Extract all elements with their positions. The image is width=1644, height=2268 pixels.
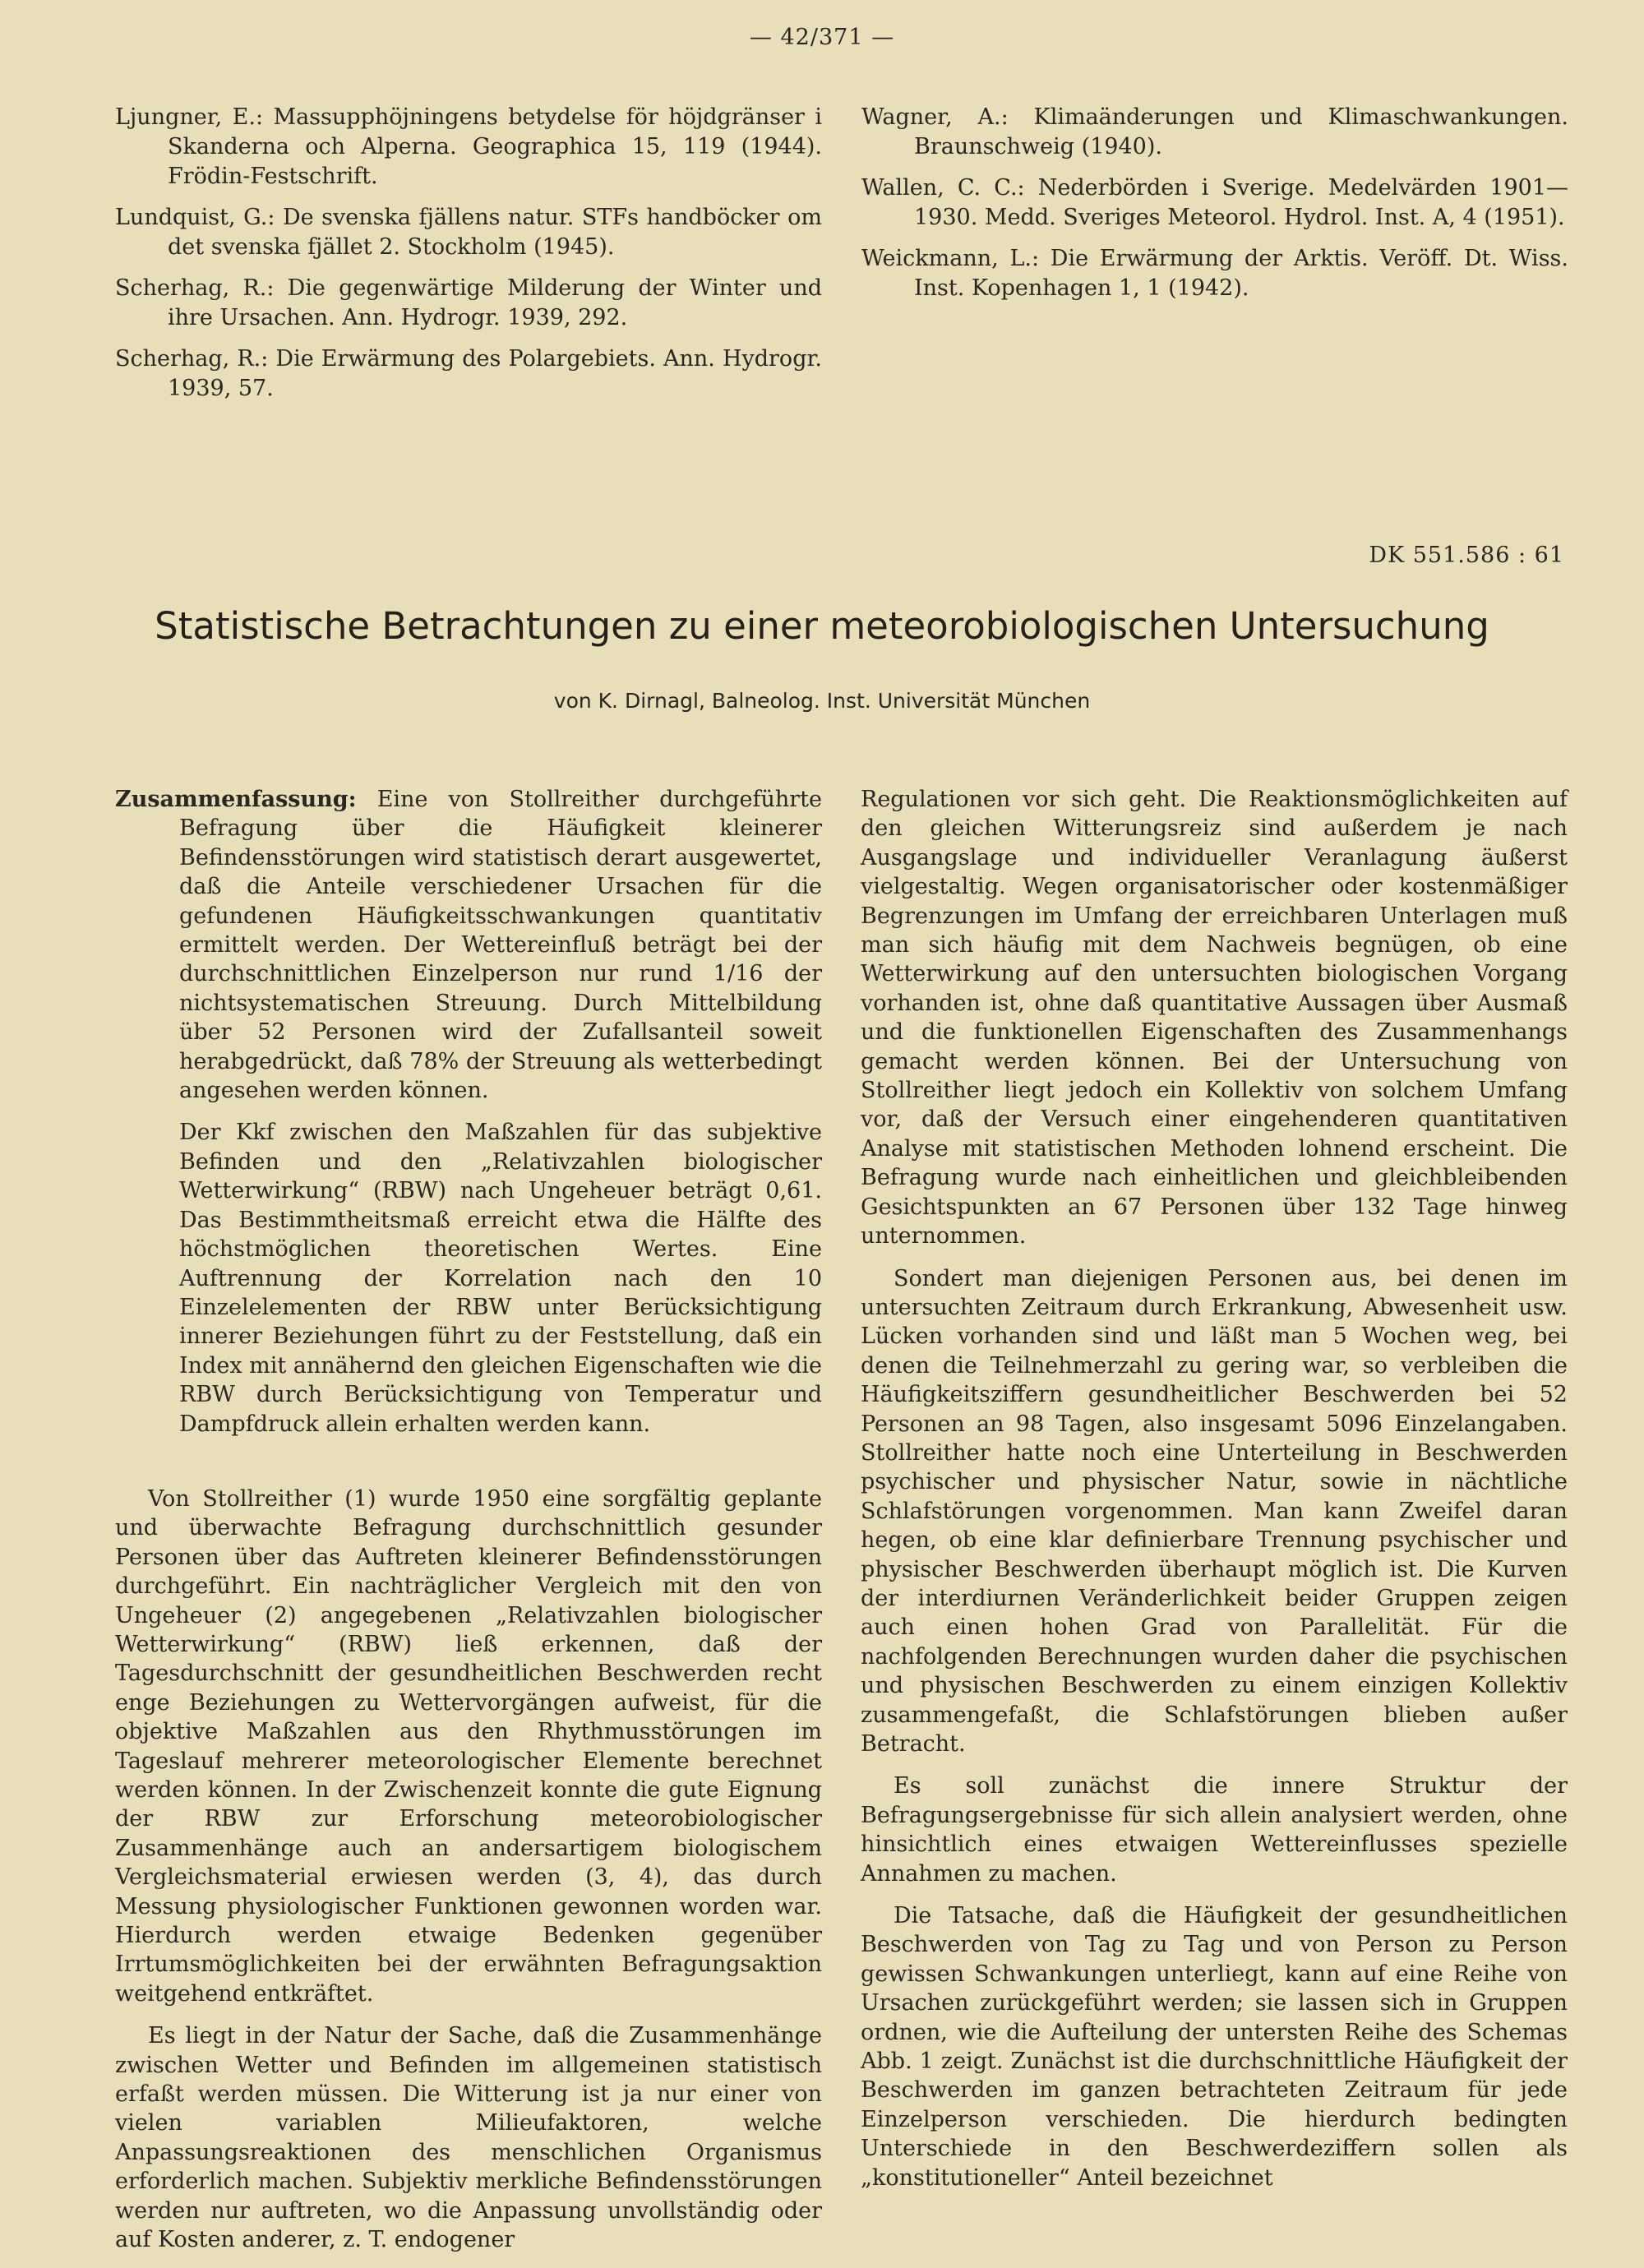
reference-entry: Wagner, A.: Klimaänderungen und Klimaschwankungen. Braunschweig (1940). (861, 104, 1568, 159)
reference-entry: Scherhag, R.: Die gegenwärtige Milderung der Winter und ihre Ursachen. Ann. Hydrogr. 1939, 292. (115, 275, 822, 330)
abstract-paragraph (115, 785, 822, 1105)
body-paragraph: Die Tatsache, daß die Häufigkeit der gesundheitlichen Beschwerden von Tag zu Tag und von Person zu Person gewissen Schwankungen unterliegt, kann auf eine Reihe von Ursachen zurückgeführt werden; sie lassen sich in Gruppen ordnen, wie die Aufteilung der untersten Reihe des Schemas Abb. 1 zeigt. Zunächst ist die durchschnittliche Häufigkeit der Beschwerden im ganzen betrachteten Zeitraum für jede Einzelperson verschieden. Die hierdurch bedingten Unterschiede in den Beschwerdeziffern sollen als „konstitutioneller“ Anteil bezeichnet (861, 1903, 1568, 2191)
article-title: Statistische Betrachtungen zu einer meteorobiologischen Untersuchung (155, 604, 1489, 648)
references-right (861, 103, 1568, 315)
reference-entry: Lundquist, G.: De svenska fjällens natur. STFs handböcker om det svenska fjället 2. Stockholm (1945). (115, 205, 822, 260)
body-paragraph: Von Stollreither (1) wurde 1950 eine sorgfältig geplante und überwachte Befragung durchschnittlich gesunder Personen über das Auftreten kleinerer Befindensstörungen durchgeführt. Ein nachträglicher Vergleich mit den von Ungeheuer (2) angegebenen „Relativzahlen biologischer Wetterwirkung“ (RBW) ließ erkennen, daß der Tagesdurchschnitt der gesundheitlichen Beschwerden recht enge Beziehungen zu Wettervorgängen aufweist, für die objektive Maßzahlen aus den Rhythmusstörungen im Tageslauf mehrerer meteorologischer Elemente berechnet werden können. In der Zwischenzeit konnte die gute Eignung der RBW zur Erforschung meteorobiologischer Zusammenhänge auch an andersartigem biologischem Vergleichsmaterial erwiesen werden (3, 4), das durch Messung physiologischer Funktionen gewonnen worden war. Hierdurch werden etwaige Bedenken gegenüber Irrtumsmöglichkeiten bei der erwähnten Befragungsaktion weitgehend entkräftet. (115, 1485, 822, 2007)
abstract-text: Eine von Stollreither durchgeführte Befragung über die Häufigkeit kleinerer Befindensstörungen wird statistisch derart ausgewertet, daß die Anteile verschiedener Ursachen für die gefundenen Häufigkeitsschwankungen quantitativ ermittelt werden. Der Wettereinfluß beträgt bei der durchschnittlichen Einzelperson nur rund 1/16 der nichtsystematischen Streuung. Durch Mittelbildung über 52 Personen wird der Zufallsanteil soweit herabgedrückt, daß 78% der Streuung als wetterbedingt angesehen werden können. (179, 787, 822, 1104)
abstract-label: Zusammenfassung: (115, 787, 357, 812)
body-paragraph: Sondert man diejenigen Personen aus, bei denen im untersuchten Zeitraum durch Erkrankung, Abwesenheit usw. Lücken vorhanden sind und läßt man 5 Wochen weg, bei denen die Teilnehmerzahl zu gering war, so verbleiben die Häufigkeitsziffern gesundheitlicher Beschwerden bei 52 Personen an 98 Tagen, also insgesamt 5096 Einzelangaben. Stollreither hatte noch eine Unterteilung in Beschwerden psychischer und physischer Natur, sowie in nächtliche Schlafstörungen vorgenommen. Man kann Zweifel daran hegen, ob eine klar definierbare Trennung psychischer und physischer Beschwerden überhaupt möglich ist. Die Kurven der interdiurnen Veränderlichkeit beider Gruppen zeigen auch einen hohen Grad von Parallelität. Für die nachfolgenden Berechnungen wurden daher die psychischen und physischen Beschwerden zu einem einzigen Kollektiv zusammengefaßt, die Schlafstörungen blieben außer Betracht. (861, 1265, 1568, 1757)
dk-classification: DK 551.586 : 61 (1369, 543, 1564, 568)
body-paragraph: Es soll zunächst die innere Struktur der Befragungsergebnisse für sich allein analysiert werden, ohne hinsichtlich eines etwaigen Wettereinflusses spezielle Annahmen zu machen. (861, 1773, 1568, 1887)
reference-entry: Weickmann, L.: Die Erwärmung der Arktis. Veröff. Dt. Wiss. Inst. Kopenhagen 1, 1 (1942). (861, 246, 1568, 301)
page-number: — 42/371 — (749, 25, 895, 50)
reference-entry: Wallen, C. C.: Nederbörden i Sverige. Medelvärden 1901—1930. Medd. Sveriges Meteorol. Hydrol. Inst. A, 4 (1951). (861, 175, 1568, 230)
body-paragraph: Regulationen vor sich geht. Die Reaktionsmöglichkeiten auf den gleichen Witterungsreiz sind außerdem je nach Ausgangslage und individueller Veranlagung äußerst vielgestaltig. Wegen organisatorischer oder kostenmäßiger Begrenzungen im Umfang der erreichbaren Unterlagen muß man sich häufig mit dem Nachweis begnügen, ob eine Wetterwirkung auf den untersuchten biologischen Vorgang vorhanden ist, ohne daß quantitative Aussagen über Ausmaß und die funktionellen Eigenschaften des Zusammenhangs gemacht werden können. Bei der Untersuchung von Stollreither liegt jedoch ein Kollektiv von solchem Umfang vor, daß der Versuch einer eingehenderen quantitativen Analyse mit statistischen Methoden lohnend erscheint. Die Befragung wurde nach einheitlichen und gleichbleibenden Gesichtspunkten an 67 Personen über 132 Tage hinweg unternommen. (861, 787, 1568, 1249)
left-column (115, 785, 822, 2268)
reference-entry: Ljungner, E.: Massupphöjningens betydelse för höjdgränser i Skanderna och Alperna. Geographica 15, 119 (1944). Frödin-Festschrift. (115, 104, 822, 189)
reference-entry: Scherhag, R.: Die Erwärmung des Polargebiets. Ann. Hydrogr. 1939, 57. (115, 346, 822, 401)
right-column (861, 785, 1568, 2206)
references-left (115, 103, 822, 415)
article-byline: von K. Dirnagl, Balneolog. Inst. Universität München (553, 689, 1091, 713)
body-paragraph: Es liegt in der Natur der Sache, daß die Zusammenhänge zwischen Wetter und Befinden im allgemeinen statistisch erfaßt werden müssen. Die Witterung ist ja nur einer von vielen variablen Milieufaktoren, welche Anpassungsreaktionen des menschlichen Organismus erforderlich machen. Subjektiv merkliche Befindensstörungen werden nur auftreten, wo die Anpassung unvollständig oder auf Kosten anderer, z. T. endogener (115, 2023, 822, 2253)
abstract-paragraph-2: Der Kkf zwischen den Maßzahlen für das subjektive Befinden und den „Relativzahlen biologischer Wetterwirkung“ (RBW) nach Ungeheuer beträgt 0,61. Das Bestimmtheitsmaß erreicht etwa die Hälfte des höchstmöglichen theoretischen Wertes. Eine Auftrennung der Korrelation nach den 10 Einzelelementen der RBW unter Berücksichtigung innerer Beziehungen führt zu der Feststellung, daß ein Index mit annähernd den gleichen Eigenschaften wie die RBW durch Berücksichtigung von Temperatur und Dampfdruck allein erhalten werden kann. (179, 1120, 822, 1437)
